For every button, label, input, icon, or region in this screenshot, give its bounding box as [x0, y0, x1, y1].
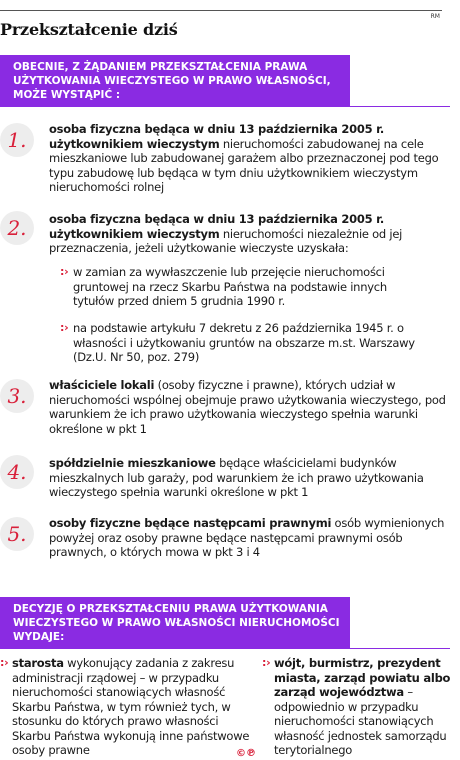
item-text: będące właścicielami budynków mieszkalnych lub garaży, pod warunkiem że ich prawo użytkowania wieczystego spełnia warunki określone w pkt 1 [49, 456, 424, 499]
page-title: Przekształcenie dziś [0, 20, 178, 39]
sub-item-text: w zamian za wywłaszczenie lub przejęcie nieruchomości gruntowej na rzecz Skarbu Państwa na podstawie innych tytułów przed dniem 5 grudnia 1990 r. [73, 265, 387, 308]
item-text: osób wymienionych powyżej oraz osoby prawne będące następcami prawnymi osób prawnych, o których mowa w pkt 3 i 4 [49, 516, 445, 559]
copyright-logo: ©℗ [236, 748, 256, 759]
sub-item [60, 265, 430, 309]
list-item [49, 516, 449, 560]
section2-rule [0, 648, 450, 649]
section2-banner [0, 597, 350, 649]
section1-rule [0, 106, 450, 107]
authority-bold: wójt, burmistrz, prezydent miasta, zarząd powiatu albo zarząd województwa [274, 656, 451, 699]
top-rule [0, 10, 442, 11]
authority-text: – odpowiednio w przypadku nieruchomości stanowiących własność jednostek samorządu terytorialnego [274, 685, 447, 757]
list-item [49, 378, 449, 436]
item-bold: osoby fizyczne będące następcami prawnymi [49, 516, 332, 530]
bullet-icon: :› [262, 656, 271, 669]
list-item [49, 212, 449, 256]
item-number: 3. [0, 379, 34, 413]
bullet-icon: :› [0, 656, 9, 669]
list-item [49, 122, 449, 195]
author-credit: RM [430, 13, 440, 20]
item-text: nieruchomości niezależnie od jej przeznaczenia, jeżeli użytkowanie wieczyste uzyskała: [49, 226, 403, 255]
item-text: nieruchomości zabudowanej na cele mieszkaniowe lub zabudowanej garażem albo przeznaczonej pod tego typu zabudowę lub będąca w tym dniu użytkownikiem wieczystym nieruchomości rolnej [49, 136, 439, 194]
authority-bold: starosta [12, 656, 64, 670]
authority-wojt [262, 656, 458, 758]
item-number: 1. [0, 123, 34, 157]
item-bold: osoba fizyczna będąca w dniu 13 października 2005 r. użytkownikiem wieczystym [49, 122, 385, 151]
bullet-icon: :› [60, 265, 69, 278]
section2-heading: DECYZJĘ O PRZEKSZTAŁCENIU PRAWA UŻYTKOWANIA WIECZYSTEGO W PRAWO WŁASNOŚCI NIERUCHOMOŚCI WYDAJE: [13, 603, 340, 643]
item-number: 5. [0, 517, 34, 551]
section1-banner [0, 55, 350, 107]
item-bold: spółdzielnie mieszkaniowe [49, 456, 216, 470]
section1-heading: OBECNIE, Z ŻĄDANIEM PRZEKSZTAŁCENIA PRAWA UŻYTKOWANIA WIECZYSTEGO W PRAWO WŁASNOŚCI, MOŻE WYSTĄPIĆ : [13, 61, 331, 101]
sub-item [60, 321, 430, 365]
list-item [49, 456, 449, 500]
authority-starosta [0, 656, 252, 758]
bullet-icon: :› [60, 321, 69, 334]
item-number: 2. [0, 211, 34, 245]
item-bold: właściciele lokali [49, 378, 155, 392]
item-number: 4. [0, 455, 34, 489]
sub-item-text: na podstawie artykułu 7 dekretu z 26 października 1945 r. o własności i użytkowaniu gruntów na obszarze m.st. Warszawy (Dz.U. Nr 50, poz. 279) [73, 321, 415, 364]
authority-text: wykonujący zadania z zakresu administracji rządowej – w przypadku nieruchomości stanowiących własność Skarbu Państwa, w tym również tych, w stosunku do których prawo własności Skarbu Państwa wykonują inne państwowe osoby prawne [12, 656, 250, 757]
item-bold: osoba fizyczna będąca w dniu 13 października 2005 r. użytkownikiem wieczystym [49, 212, 385, 241]
item-text: (osoby fizyczne i prawne), których udział w nieruchomości wspólnej obejmuje prawo użytkowania wieczystego, pod warunkiem że ich prawo użytkowania wieczystego spełnia warunki określone w pkt 1 [49, 378, 446, 436]
